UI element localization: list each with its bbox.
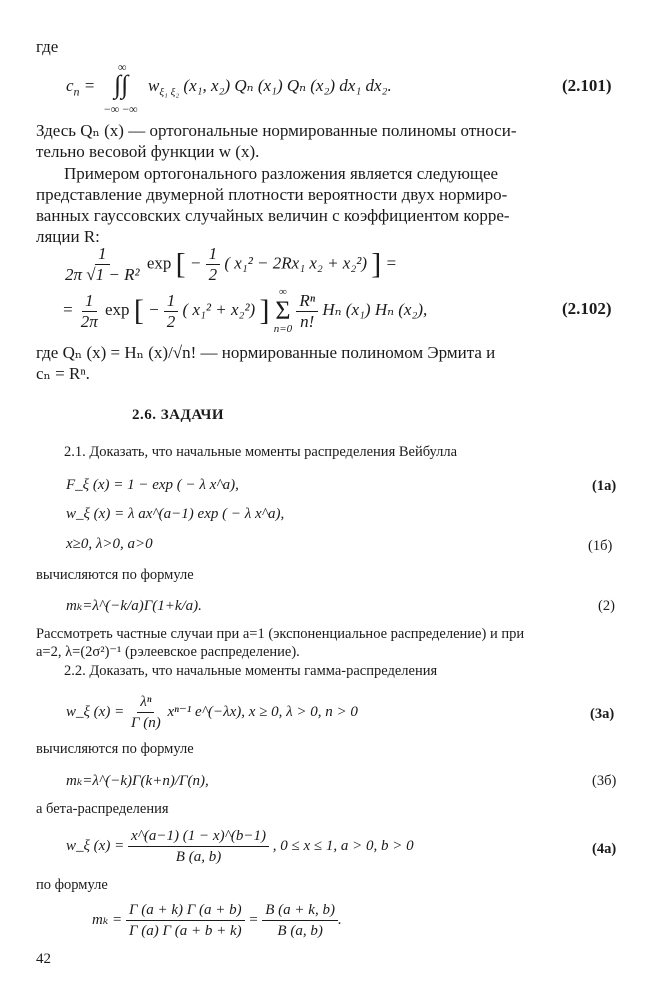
eq-2-102-half1: $\frac{1}{2}$ xyxy=(206,244,221,285)
by-formula: по формуле xyxy=(36,877,108,893)
task2-intro: 2.2. Доказать, что начальные моменты гамма-распределения xyxy=(64,663,438,679)
eq-2-101-integral-signs: ∫∫ xyxy=(114,70,129,99)
eq-2-102-frac2: $\frac{1}{2\pi}$ xyxy=(80,290,98,331)
para2-line3: ванных гауссовских случайных величин с коэффициентом корре- xyxy=(36,206,510,225)
eq-2-number: (2) xyxy=(598,598,615,614)
para2-line4: ляции R: xyxy=(36,227,100,246)
para1-line2: тельно весовой функции w (x). xyxy=(36,142,260,161)
eq-3b-number: (3б) xyxy=(592,773,617,789)
eq-2-102-tail: Hₙ (x₁) Hₙ (x₂), xyxy=(322,299,428,319)
eq-2-101-int-lower: −∞ −∞ xyxy=(104,102,138,116)
para1-line1: Здесь Qₙ (x) — ортогональные нормированные полиномы относи- xyxy=(36,121,517,140)
eq-2-101-body: $w_{\xi_1 \xi_2}$ (x₁, x₂) Qₙ (x₁) Qₙ (x₂) dx₁ dx₂. xyxy=(148,76,392,99)
eq-4a: w_ξ (x) = $\frac{x\^{}(a-1) (1 - x)\^{}(b-1)}{B (a, b)}$ , 0 ≤ x ≤ 1, a > 0, b > 0 xyxy=(66,828,414,865)
eq-2-101-number: (2.101) xyxy=(562,76,612,95)
eq-1a-density: w_ξ (x) = λ ax^(a−1) exp ( − λ x^a), xyxy=(66,506,285,522)
eq-2-102-exp1: exp xyxy=(146,253,172,273)
para2-line2: представление двумерной плотности вероятности двух нормиро- xyxy=(36,185,508,204)
eq-2-102-inner1: ( x₁² − 2Rx₁ x₂ + x₂²) xyxy=(224,253,368,273)
para3-line1: где Qₙ (x) = Hₙ (x)/√n! — нормированные полиномом Эрмита и xyxy=(36,343,496,362)
computed-by-2: вычисляются по формуле xyxy=(36,741,194,757)
eq-2-102-eqsign2: = xyxy=(62,299,74,319)
eq-2-102-half2: $\frac{1}{2}$ xyxy=(164,291,179,332)
para2-line1: Примером ортогонального разложения является следующее xyxy=(64,164,499,183)
equation-2-101 xyxy=(66,60,626,116)
equation-2-102-line1: $\frac{1}{\text{2π √1 − R²}}$ exp [ − $\frac{1}{2}$ ( x₁² − 2Rx₁ x₂ + x₂²) ] = xyxy=(62,244,397,290)
equation-2-102-line2: = $\frac{1}{2\pi}$ exp [ − $\frac{1}{2}$ ( x₁² + x₂²) ] ∞ Σ n=0 $\frac{\text{Rⁿ}}{n!}$ Hₙ (x₁) Hₙ (x₂), (2.102) xyxy=(62,286,612,335)
eq-2-102-frac1: $\frac{1}{\text{2π √1 − R²}}$ xyxy=(65,244,140,284)
task1-intro: 2.1. Доказать, что начальные моменты распределения Вейбулла xyxy=(64,444,458,460)
eq-3a-number: (3а) xyxy=(590,706,615,722)
eq-1b: x≥0, λ>0, a>0 xyxy=(66,536,153,552)
eq-2-102-number: (2.102) xyxy=(562,299,612,318)
eq-2-101-lhs: $c_n$ = xyxy=(66,76,96,99)
task1-note-line2: a=2, λ=(2σ²)⁻¹ (рэлеевское распределение). xyxy=(36,644,300,660)
eq-1a-number: (1а) xyxy=(592,478,617,494)
eq-2-102-frac-rn: $\frac{\text{Rⁿ}}{n!}$ xyxy=(296,291,318,332)
eq-3a: w_ξ (x) = $\frac{\text{λⁿ}}{\Gamma (n)}$ xⁿ⁻¹ e^(−λx), x ≥ 0, λ > 0, n > 0 xyxy=(66,694,358,731)
eq-2-101-int-upper: ∞ xyxy=(118,60,127,74)
beta-intro: а бета-распределения xyxy=(36,801,169,817)
eq-4a-number: (4а) xyxy=(592,841,617,857)
eq-last: mₖ = $\frac{\Gamma (a + k) \Gamma (a + b)}{\Gamma (a) \Gamma (a + b + k)}$ = $\frac{B (a + k, b)}{B (a, b)}$ . xyxy=(92,902,342,939)
eq-1a: F_ξ (x) = 1 − exp ( − λ x^a), xyxy=(66,477,239,493)
eq-1b-number: (1б) xyxy=(588,538,613,554)
eq-2-102-eqsign1: = xyxy=(385,253,397,273)
eq-2-102-inner2: ( x₁² + x₂²) xyxy=(182,299,256,319)
page-number: 42 xyxy=(36,951,51,967)
eq-2-102-sum: ∞ Σ n=0 xyxy=(273,286,293,335)
computed-by-1: вычисляются по формуле xyxy=(36,567,194,583)
para3-line2: cₙ = Rⁿ. xyxy=(36,364,90,383)
section-heading: 2.6. ЗАДАЧИ xyxy=(132,407,225,423)
eq-2: mₖ=λ^(−k/a)Γ(1+k/a). xyxy=(66,598,202,614)
eq-2-102-exp2: exp xyxy=(105,299,130,319)
task1-note-line1: Рассмотреть частные случаи при a=1 (экспоненциальное распределение) и при xyxy=(36,626,525,642)
eq-3b: mₖ=λ^(−k)Γ(k+n)/Γ(n), xyxy=(66,773,209,789)
word-where-top: где xyxy=(36,37,59,56)
